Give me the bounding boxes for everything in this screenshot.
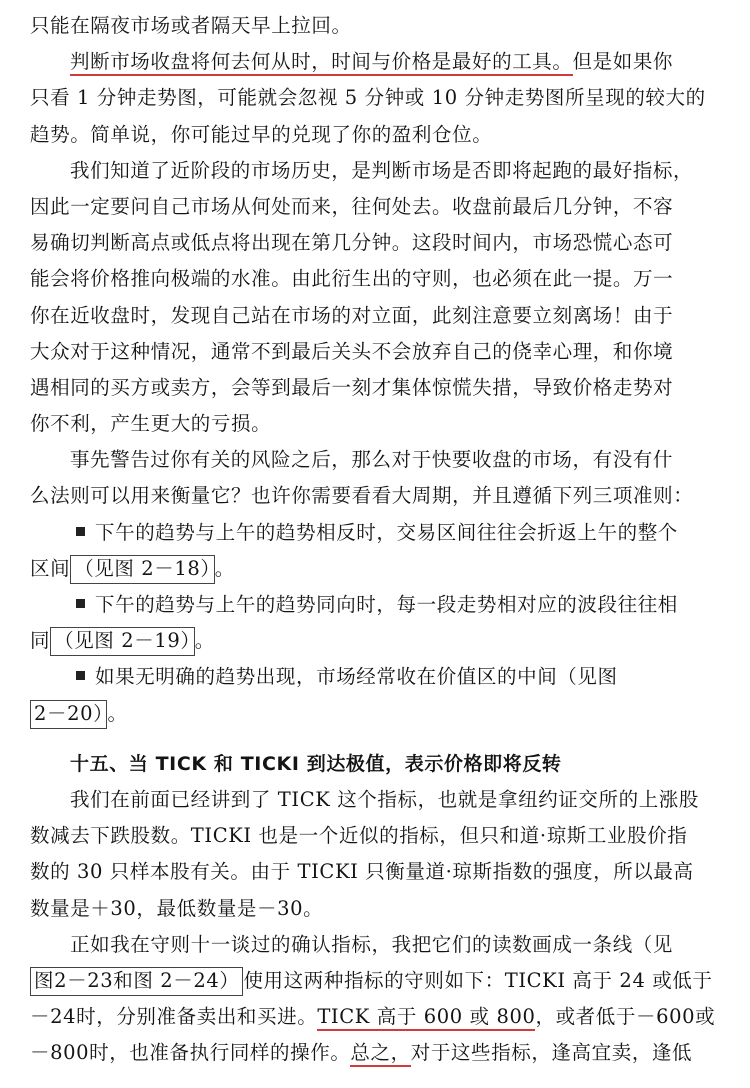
paragraph-line: 能会将价格推向极端的水准。由此衍生出的守则，也必须在此一提。万一 [30, 267, 674, 291]
paragraph-line [30, 551, 722, 587]
paragraph-line: 正如我在守则十一谈过的确认指标，我把它们的读数画成一条线（见 [70, 932, 674, 956]
paragraph-line [30, 44, 722, 80]
paragraph-line: 易确切判断高点或低点将出现在第几分钟。这段时间内，市场恐慌心态可 [30, 231, 674, 255]
highlighted-phrase: TICK 高于 600 或 800 [317, 1005, 535, 1031]
paragraph-line: 只能在隔夜市场或者隔天早上拉回。 [30, 14, 352, 37]
paragraph-line: 数减去下跌股数。TICKI 也是一个近似的指标，但只和道·琼斯工业股价指 [30, 824, 688, 848]
paragraph-line [30, 999, 722, 1035]
paragraph-line: 事先警告过你有关的风险之后，那么对于快要收盘的市场，有没有什 [70, 448, 674, 472]
bullet-text: 如果无明确的趋势出现，市场经常收在价值区的中间（见图 [95, 665, 618, 689]
text-span: 。 [107, 701, 128, 725]
bullet-icon [76, 599, 85, 608]
paragraph-line: 我们知道了近阶段的市场历史，是判断市场是否即将起跑的最好指标， [70, 158, 694, 182]
figure-reference: 2－20） [30, 700, 107, 729]
text-span: 使用这两种指标的守则如下：TICKI 高于 24 或低于 [243, 968, 713, 992]
text-span: 同 [30, 629, 51, 653]
bullet-item [30, 659, 722, 695]
text-span: 但是如果你 [572, 50, 674, 74]
figure-reference: （见图 2－18） [70, 555, 215, 584]
bullet-text: 下午的趋势与上午的趋势同向时，每一段走势相对应的波段往往相 [95, 593, 678, 616]
text-span: 对于这些指标，逢高宜卖，逢低 [410, 1041, 693, 1065]
paragraph-line: 只看 1 分钟走势图，可能就会忽视 5 分钟或 10 分钟走势图所呈现的较大的 [30, 86, 706, 110]
bullet-icon [76, 671, 85, 680]
paragraph-line: 数的 30 只样本股有关。由于 TICKI 只衡量道·琼斯指数的强度，所以最高 [30, 860, 694, 884]
highlighted-phrase: 总之， [350, 1041, 410, 1067]
text-span: －24时，分别准备卖出和买进。 [30, 1005, 318, 1029]
text-span: 区间 [30, 556, 71, 580]
bullet-text: 下午的趋势与上午的趋势相反时，交易区间往往会折返上午的整个 [95, 520, 678, 544]
paragraph-line: 大众对于这种情况，通常不到最后关头不会放弃自己的侥幸心理，和你境 [30, 339, 674, 363]
text-span: ，或者低于－600或 [535, 1005, 716, 1029]
text-span: －800时，也准备执行同样的操作。 [30, 1041, 351, 1065]
bullet-item [30, 587, 722, 623]
paragraph-line [30, 696, 722, 732]
paragraph-line: 你在近收盘时，发现自己站在市场的对立面，此刻注意要立刻离场！由于 [30, 303, 674, 327]
bullet-item [30, 515, 722, 551]
paragraph-line: 数量是＋30，最低数量是－30。 [30, 896, 324, 920]
figure-reference: 图2－23和图 2－24） [30, 967, 243, 996]
paragraph-line [30, 963, 722, 999]
paragraph-line: 遇相同的买方或卖方，会等到最后一刻才集体惊慌失措，导致价格走势对 [30, 375, 674, 399]
text-span: 。 [194, 629, 215, 653]
paragraph-line [30, 1035, 722, 1071]
paragraph-line [30, 623, 722, 659]
bullet-icon [76, 527, 85, 536]
section-heading: 十五、当 TICK 和 TICKI 到达极值，表示价格即将反转 [70, 752, 562, 775]
text-span: 。 [214, 556, 235, 580]
paragraph-line: 么法则可以用来衡量它？也许你需要看看大周期，并且遵循下列三项准则： [30, 484, 694, 508]
figure-reference: （见图 2－19） [50, 627, 195, 656]
highlighted-sentence: 判断市场收盘将何去何从时，时间与价格是最好的工具。 [70, 50, 573, 76]
paragraph-line: 趋势。简单说，你可能过早的兑现了你的盈利仓位。 [30, 122, 493, 146]
paragraph-line: 你不利，产生更大的亏损。 [30, 412, 272, 436]
paragraph-line: 因此一定要问自己市场从何处而来，往何处去。收盘前最后几分钟，不容 [30, 194, 674, 218]
paragraph-line: 我们在前面已经讲到了 TICK 这个指标，也就是拿纽约证交所的上涨股 [70, 787, 699, 811]
